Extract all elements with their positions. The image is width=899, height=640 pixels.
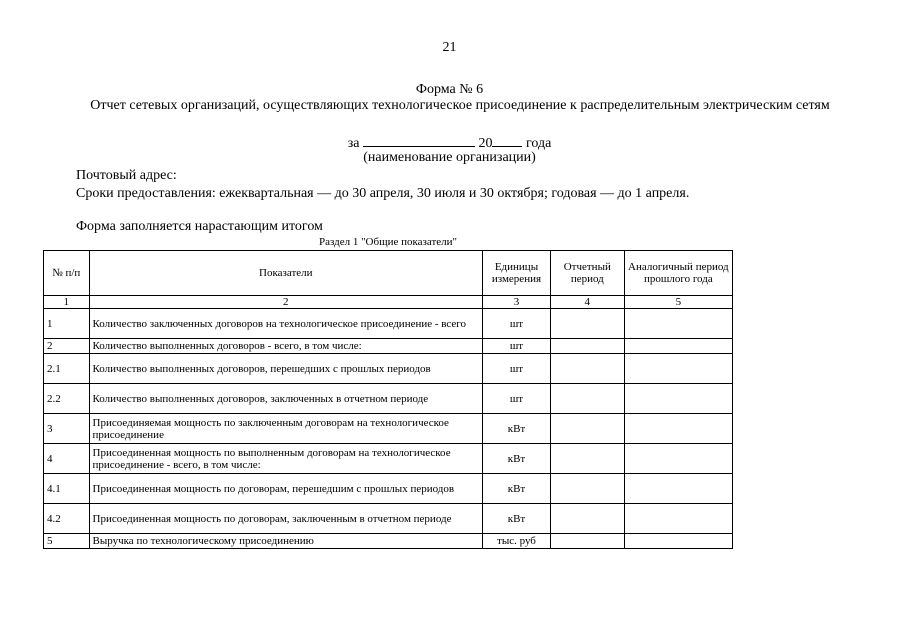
header-unit: Единицы измерения — [483, 251, 551, 296]
row-number: 5 — [44, 534, 90, 549]
row-number: 3 — [44, 414, 90, 444]
row-number: 4.2 — [44, 504, 90, 534]
row-number: 4 — [44, 444, 90, 474]
header-indicator: Показатели — [89, 251, 483, 296]
column-number: 3 — [483, 296, 551, 309]
row-number: 1 — [44, 309, 90, 339]
row-unit: кВт — [483, 444, 551, 474]
report-title: Отчет сетевых организаций, осуществляющих технологическое присоединение к распределительным электрическим сетям — [90, 98, 830, 113]
row-number: 2 — [44, 339, 90, 354]
table-row — [44, 444, 733, 474]
row-current-value[interactable] — [550, 309, 624, 339]
row-previous-value[interactable] — [624, 309, 732, 339]
table-row — [44, 474, 733, 504]
indicators-table — [43, 250, 733, 549]
row-current-value[interactable] — [550, 474, 624, 504]
row-previous-value[interactable] — [624, 414, 732, 444]
row-current-value[interactable] — [550, 534, 624, 549]
header-current-period: Отчетный период — [550, 251, 624, 296]
row-indicator: Количество выполненных договоров - всего, в том числе: — [89, 339, 483, 354]
row-unit: кВт — [483, 474, 551, 504]
row-unit: шт — [483, 354, 551, 384]
row-unit: шт — [483, 309, 551, 339]
row-unit: кВт — [483, 504, 551, 534]
page-number: 21 — [442, 40, 457, 55]
row-current-value[interactable] — [550, 414, 624, 444]
table-row — [44, 534, 733, 549]
row-indicator: Присоединенная мощность по выполненным договорам на технологическое присоединение - всего, в том числе: — [89, 444, 483, 474]
row-indicator: Количество выполненных договоров, заключенных в отчетном периоде — [89, 384, 483, 414]
column-number: 1 — [44, 296, 90, 309]
header-num: № п/п — [44, 251, 90, 296]
row-previous-value[interactable] — [624, 354, 732, 384]
row-unit: тыс. руб — [483, 534, 551, 549]
org-caption: (наименование организации) — [363, 150, 536, 165]
row-unit: шт — [483, 339, 551, 354]
row-current-value[interactable] — [550, 354, 624, 384]
address-label: Почтовый адрес: — [76, 168, 177, 183]
period-year-prefix: 20 — [478, 136, 493, 151]
table-row — [44, 384, 733, 414]
row-previous-value[interactable] — [624, 444, 732, 474]
column-number-row — [44, 296, 733, 309]
column-number: 4 — [550, 296, 624, 309]
column-number: 5 — [624, 296, 732, 309]
row-number: 2.1 — [44, 354, 90, 384]
row-previous-value[interactable] — [624, 534, 732, 549]
year-blank — [492, 134, 522, 147]
form-title: Форма № 6 — [415, 82, 484, 97]
row-current-value[interactable] — [550, 384, 624, 414]
table-header-row — [44, 251, 733, 296]
row-previous-value[interactable] — [624, 384, 732, 414]
section-caption: Раздел 1 "Общие показатели" — [318, 236, 458, 248]
row-indicator: Присоединенная мощность по договорам, заключенным в отчетном периоде — [89, 504, 483, 534]
row-previous-value[interactable] — [624, 474, 732, 504]
row-previous-value[interactable] — [624, 339, 732, 354]
table-row — [44, 354, 733, 384]
row-indicator: Выручка по технологическому присоединению — [89, 534, 483, 549]
row-indicator: Присоединяемая мощность по заключенным договорам на технологическое присоединение — [89, 414, 483, 444]
period-suffix: года — [525, 136, 552, 151]
row-unit: шт — [483, 384, 551, 414]
row-indicator: Количество выполненных договоров, перешедших с прошлых периодов — [89, 354, 483, 384]
column-number: 2 — [89, 296, 483, 309]
row-unit: кВт — [483, 414, 551, 444]
row-number: 4.1 — [44, 474, 90, 504]
row-current-value[interactable] — [550, 339, 624, 354]
table-row — [44, 339, 733, 354]
row-indicator: Количество заключенных договоров на технологическое присоединение - всего — [89, 309, 483, 339]
row-previous-value[interactable] — [624, 504, 732, 534]
row-number: 2.2 — [44, 384, 90, 414]
fill-note: Форма заполняется нарастающим итогом — [76, 219, 323, 234]
table-row — [44, 414, 733, 444]
period-blank — [363, 134, 475, 147]
period-prefix: за — [347, 136, 360, 151]
row-current-value[interactable] — [550, 504, 624, 534]
deadlines-text: Сроки предоставления: ежеквартальная — до 30 апреля, 30 июля и 30 октября; годовая — до 1 апреля. — [76, 186, 690, 201]
table-row — [44, 309, 733, 339]
row-current-value[interactable] — [550, 444, 624, 474]
table-row — [44, 504, 733, 534]
header-previous-year: Аналогичный период прошлого года — [624, 251, 732, 296]
row-indicator: Присоединенная мощность по договорам, перешедшим с прошлых периодов — [89, 474, 483, 504]
